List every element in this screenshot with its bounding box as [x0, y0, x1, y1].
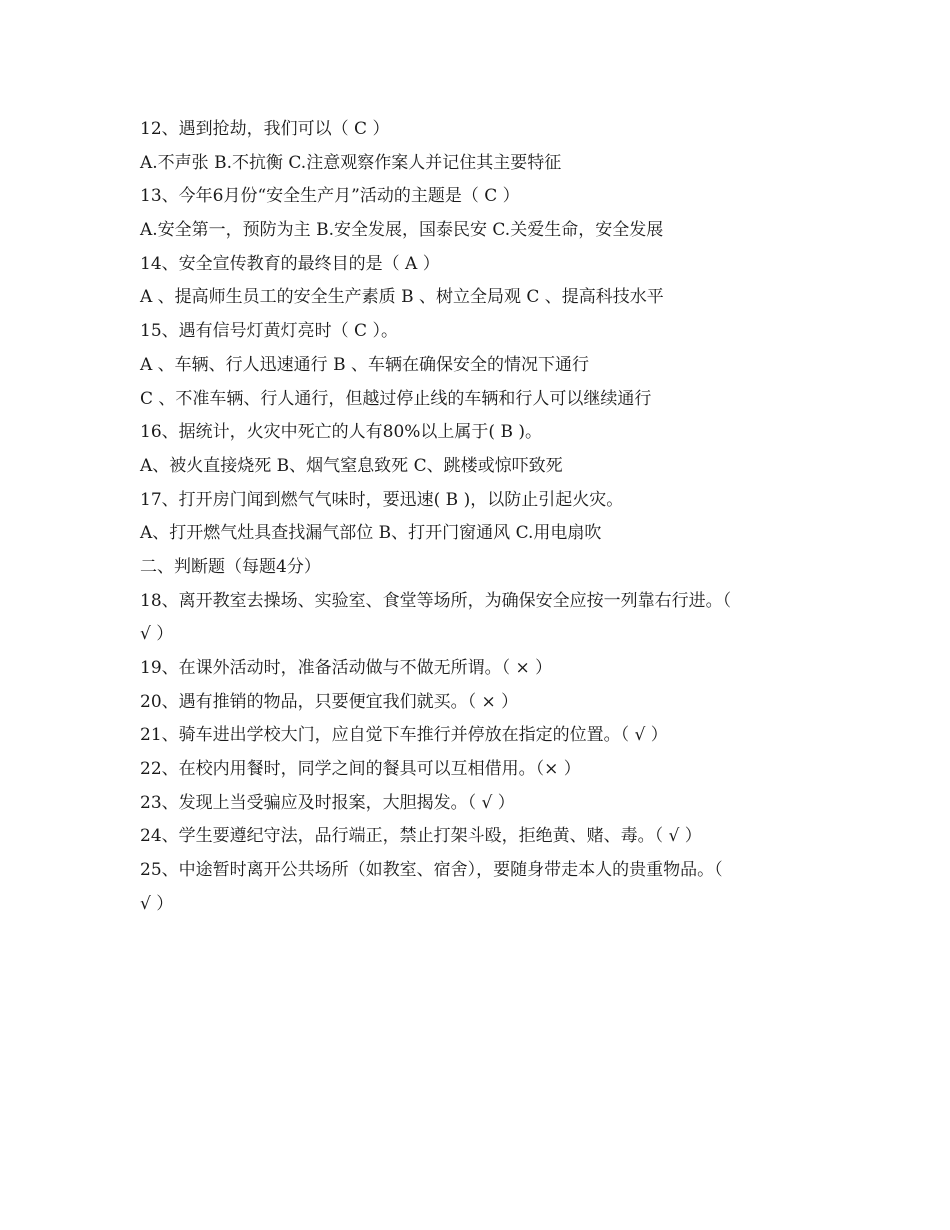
section-heading-true-false: 二、判断题（每题4分）	[140, 556, 321, 577]
question-15-options-ab: A 、车辆、行人迅速通行 B 、车辆在确保安全的情况下通行	[140, 354, 589, 375]
question-16-options: A、被火直接烧死 B、烟气窒息致死 C、跳楼或惊吓致死	[140, 455, 563, 476]
document-body	[140, 113, 820, 922]
question-18: 18、离开教室去操场、实验室、食堂等场所，为确保安全应按一列靠右行进。（	[140, 590, 732, 611]
question-16: 16、据统计，火灾中死亡的人有80%以上属于( B )。	[140, 422, 542, 443]
question-12: 12、遇到抢劫，我们可以（ C ）	[140, 119, 390, 139]
question-22: 22、在校内用餐时，同学之间的餐具可以互相借用。（× ）	[140, 759, 581, 780]
question-17-options: A、打开燃气灶具查找漏气部位 B、打开门窗通风 C.用电扇吹	[140, 523, 602, 544]
question-12-options: A.不声张 B.不抗衡 C.注意观察作案人并记住其主要特征	[140, 152, 562, 173]
question-13: 13、今年6月份“安全生产月”活动的主题是（ C ）	[140, 186, 520, 207]
question-25-answer: √ ）	[140, 893, 174, 914]
question-21: 21、骑车进出学校大门，应自觉下车推行并停放在指定的位置。（ √ ）	[140, 725, 668, 746]
question-25: 25、中途暂时离开公共场所（如教室、宿舍），要随身带走本人的贵重物品。（	[140, 860, 723, 881]
question-18-answer: √ ）	[140, 624, 174, 645]
question-14: 14、安全宣传教育的最终目的是（ A ）	[140, 253, 440, 274]
question-14-options: A 、提高师生员工的安全生产素质 B 、树立全局观 C 、提高科技水平	[140, 287, 664, 308]
question-13-options: A.安全第一，预防为主 B.安全发展，国泰民安 C.关爱生命，安全发展	[140, 220, 664, 241]
question-23: 23、发现上当受骗应及时报案，大胆揭发。（ √ ）	[140, 792, 515, 813]
question-20: 20、遇有推销的物品，只要便宜我们就买。（ × ）	[140, 691, 519, 712]
question-15: 15、遇有信号灯黄灯亮时（ C ）。	[140, 321, 398, 342]
question-15-option-c: C 、不准车辆、行人通行，但越过停止线的车辆和行人可以继续通行	[140, 388, 652, 409]
question-17: 17、打开房门闻到燃气气味时，要迅速( B )，以防止引起火灾。	[140, 489, 624, 510]
question-19: 19、在课外活动时，准备活动做与不做无所谓。（ × ）	[140, 658, 553, 678]
question-24: 24、学生要遵纪守法，品行端正，禁止打架斗殴，拒绝黄、赌、毒。（ √ ）	[140, 826, 702, 847]
